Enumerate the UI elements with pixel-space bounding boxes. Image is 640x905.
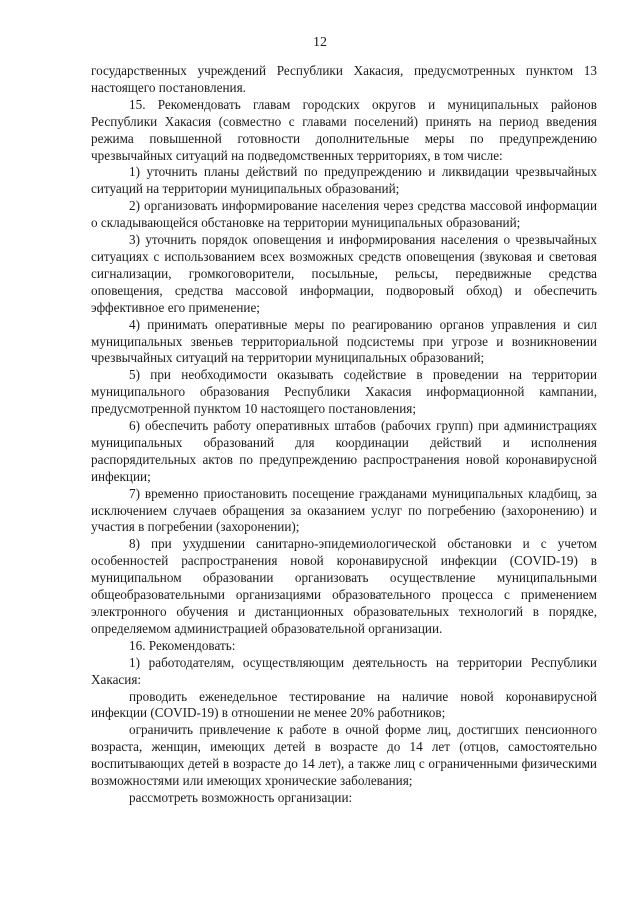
paragraph-15-7: 7) временно приостановить посещение гражданами муниципальных кладбищ, за исключением случаев обращения за оказанием услуг по погребению (захоронению) и участия в погребении (захоронении);	[91, 485, 597, 535]
paragraph-15-5: 5) при необходимости оказывать содействие в проведении на территории муниципального образования Республики Хакасия информационной кампании, предусмотренной пунктом 10 настоящего постановления;	[91, 367, 597, 417]
paragraph-item-16: 16. Рекомендовать:	[129, 637, 236, 653]
paragraph-15-3: 3) уточнить порядок оповещения и информирования населения о чрезвычайных ситуациях с использованием всех возможных средств оповещения (звуковая и световая сигнализации, громкоговорители, посыльные, рельсы, передвижные средства оповещения, средства массовой информации, подворовый обход) и обеспечить эффективное его применение;	[91, 232, 597, 315]
paragraph-15-6: 6) обеспечить работу оперативных штабов (рабочих групп) при администрациях муниципальных образований для координации действий и исполнения распорядительных актов по предупреждению распространения новой коронавирусной инфекции;	[91, 418, 597, 484]
paragraph-16-1-consider: рассмотреть возможность организации:	[129, 789, 353, 805]
paragraph-15-4: 4) принимать оперативные меры по реагированию органов управления и сил муниципальных звеньев территориальной подсистемы при угрозе и возникновении чрезвычайных ситуаций на территории муниципальных образований;	[91, 316, 597, 366]
paragraph-16-1-limit: ограничить привлечение к работе в очной форме лиц, достигших пенсионного возраста, женщин, имеющих детей в возрасте до 14 лет (отцов, самостоятельно воспитывающих детей в возрасте до 14 лет), а также лиц с ограниченными физическими возможностями или имеющих хронические заболевания;	[91, 722, 597, 789]
paragraph-16-1-testing: проводить еженедельное тестирование на наличие новой коронавирусной инфекции (COVID-19) в отношении не менее 20% работников;	[91, 688, 597, 721]
paragraph-15-1: 1) уточнить планы действий по предупреждению и ликвидации чрезвычайных ситуаций на территории муниципальных образований;	[91, 164, 597, 197]
paragraph-15-8: 8) при ухудшении санитарно-эпидемиологической обстановки и с учетом особенностей распространения новой коронавирусной инфекции (COVID-19) в муниципальном образовании организовать осуществление муниципальными общеобразовательными организациями образовательного процесса с применением электронного обучения и дистанционных образовательных технологий в порядке, определяемом администрацией образовательной организации.	[91, 536, 597, 636]
paragraph-16-1: 1) работодателям, осуществляющим деятельность на территории Республики Хакасия:	[91, 654, 597, 687]
paragraph-continuation: государственных учреждений Республики Хакасия, предусмотренных пунктом 13 настоящего постановления.	[91, 63, 597, 95]
document-body	[91, 63, 597, 807]
paragraph-item-15: 15. Рекомендовать главам городских округов и муниципальных районов Республики Хакасия (совместно с главами поселений) принять на период введения режима повышенной готовности дополнительные меры по предупреждению чрезвычайных ситуаций на подведомственных территориях, в том числе:	[91, 96, 597, 163]
page-number: 12	[313, 35, 327, 50]
paragraph-15-2: 2) организовать информирование населения через средства массовой информации о складывающейся обстановке на территории муниципальных образований;	[91, 198, 597, 231]
